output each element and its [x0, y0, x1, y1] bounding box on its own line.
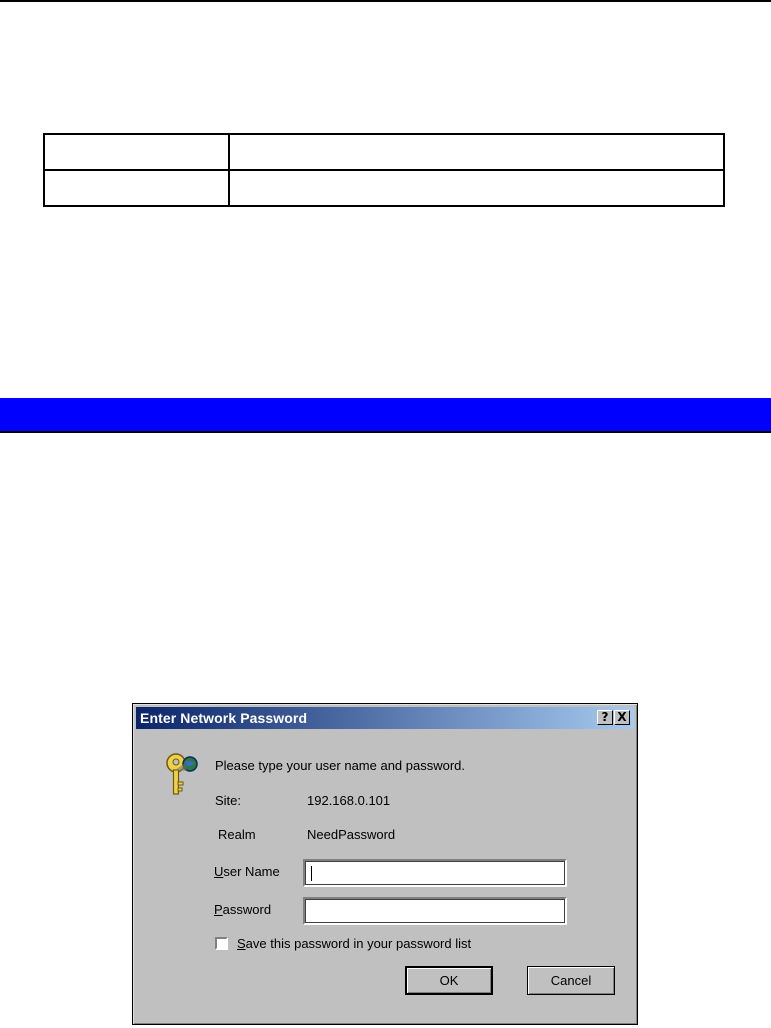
save-accelerator: S [237, 936, 246, 951]
save-password-checkbox[interactable] [215, 937, 228, 950]
help-icon: ? [601, 710, 609, 724]
close-icon: X [617, 710, 627, 724]
save-password-label-text: ave this password in your password list [245, 936, 472, 951]
text-caret [311, 866, 312, 881]
key-icon [163, 751, 199, 799]
realm-value: NeedPassword [307, 827, 396, 842]
prompt-text: Please type your user name and password. [215, 758, 466, 773]
close-button[interactable] [614, 710, 630, 725]
realm-label: Realm [218, 827, 256, 842]
table-row [44, 134, 724, 170]
password-label-text: assword [222, 902, 272, 917]
dialog-title: Enter Network Password [140, 710, 308, 726]
user-name-label-text: ser Name [223, 864, 280, 879]
user-name-input[interactable] [303, 859, 567, 887]
table-cell [229, 170, 724, 206]
top-rule [0, 0, 771, 2]
site-value: 192.168.0.101 [307, 793, 391, 808]
help-button[interactable] [597, 710, 613, 725]
save-password-label[interactable] [237, 936, 471, 951]
password-label [214, 902, 271, 917]
site-label: Site: [215, 793, 242, 808]
document-table [43, 133, 725, 207]
table-cell [44, 170, 229, 206]
password-input[interactable] [303, 897, 567, 925]
ok-button[interactable]: OK [405, 966, 493, 995]
cancel-button[interactable]: Cancel [527, 966, 615, 995]
user-name-label [214, 864, 280, 879]
table-cell [229, 134, 724, 170]
table-row [44, 170, 724, 206]
password-accelerator: P [214, 902, 223, 917]
table-cell [44, 134, 229, 170]
user-name-accelerator: U [214, 864, 224, 879]
dialog-titlebar[interactable] [136, 707, 634, 729]
section-heading-bar [0, 398, 771, 433]
